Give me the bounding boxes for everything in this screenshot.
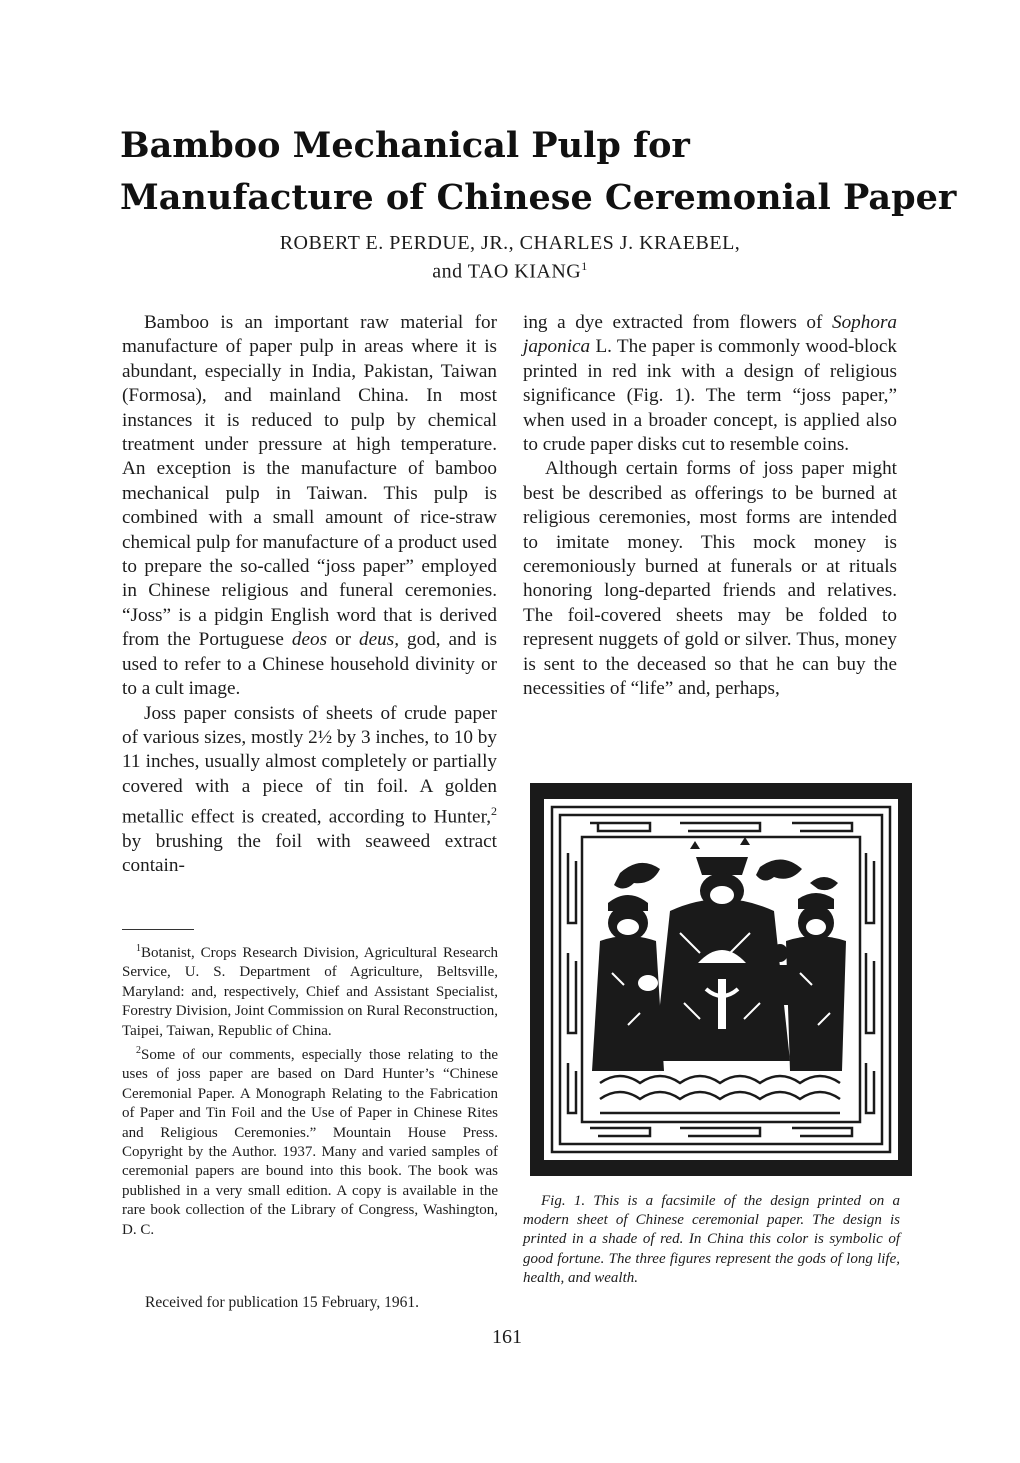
footnotes: [122, 939, 498, 1240]
title-line-2: Manufacture of Chinese Ceremonial Paper: [120, 177, 957, 218]
caption-body: This is a facsimile of the design printed on a modern sheet of Chinese ceremonial paper. The design is printed in a shade of red. In China this color is symbolic of good fortune. The three figures represent the gods of long life, health, and wealth.: [523, 1193, 900, 1286]
italic-deos: deos: [291, 629, 328, 651]
footnote-rule: [122, 929, 194, 930]
author-list: [150, 232, 870, 284]
footnote-2-text: Some of our comments, especially those relating to the uses of joss paper are based on Dard Hunter’s “Chinese Ceremonial Paper. A Monograph Relating to the Fabrication of Paper and Tin Foil and the Use of Paper in Chinese Rites and Religious Ceremonies.” Mountain House Press. Copyright by the Author. 1937. Many and varied samples of ceremonial papers are bound into this book. The book was published in a very small edition. A copy is available in the rare book collection of the Library of Congress, Washington, D. C.: [122, 1047, 498, 1238]
title-line-1: Bamboo Mechanical Pulp for: [120, 125, 690, 166]
paragraph-offerings: Although certain forms of joss paper might best be described as offerings to be burned at religious ceremonies, most forms are intended to imitate money. This mock money is ceremoniously burned at funerals or at rituals honoring long-departed friends and relatives. The foil-covered sheets may be folded to represent nuggets of gold or silver. Thus, money is sent to the deceased so that he can buy the necessities of “life” and, perhaps,: [523, 458, 897, 700]
paragraph-joss-paper: [122, 702, 497, 879]
intro-text: Bamboo is an important raw material for manufacture of paper pulp in areas where it is abundant, especially in India, Pakistan, Taiwan (Formosa), and mainland China. In most instances it is reduced to pulp by chemical treatment under pressure at high temperature. An exception is the manufacture of bamboo mechanical pulp in Taiwan. This pulp is combined with a small amount of rice-straw chemical pulp for manufacture of a product used to prepare the so-called “joss paper” employed in Chinese religious and funeral ceremonies. “Joss” is a pidgin English word that is derived from the Portuguese: [122, 312, 497, 651]
dye-text: ing a dye extracted from flowers of: [523, 312, 832, 333]
figure-1-woodblock-print: [530, 783, 912, 1176]
footnote-1-mark: 1: [136, 943, 141, 954]
body-column-left: [122, 311, 497, 879]
intro-end: god, and is used to refer to a Chinese household divinity or to a cult image.: [122, 629, 497, 700]
paragraph-dye: [523, 311, 897, 457]
footnote-ref-2: 2: [491, 804, 497, 819]
received-date: Received for publication 15 February, 1961.: [145, 1294, 420, 1311]
caption-text: [523, 1192, 900, 1288]
italic-deus: deus,: [359, 629, 399, 651]
page-number: 161: [492, 1326, 522, 1348]
footnote-1: [122, 939, 498, 1041]
authors-line-2: [150, 255, 870, 284]
woodblock-print-illustration: [530, 783, 912, 1176]
author-footnote-mark: 1: [581, 259, 588, 273]
figure-1-caption: [523, 1192, 900, 1288]
footnote-1-text: Botanist, Crops Research Division, Agricultural Research Service, U. S. Department of Agriculture, Beltsville, Maryland: and, respectively, Chief and Assistant Specialist, Forestry Division, Joint Commission on Rural Reconstruction, Taipei, Taiwan, Republic of China.: [122, 945, 498, 1039]
authors-line-2-text: and TAO KIANG: [432, 260, 582, 283]
article-title: [120, 120, 957, 224]
joss-paper-text: Joss paper consists of sheets of crude paper of various sizes, mostly 2½ by 3 inches, to 10 by 11 inches, usually almost completely or partially covered with a piece of tin foil. A golden metallic effect is created, according to Hunter,: [122, 702, 497, 828]
italic-sophora: Sophora japonica: [523, 312, 897, 358]
body-column-right: [523, 311, 897, 702]
intro-or: or: [327, 629, 360, 651]
dye-end: L. The paper is commonly wood-block printed in red ink with a design of religious significance (Fig. 1). The term “joss paper,” when used in a broader concept, is applied also to crude paper disks cut to resemble coins.: [523, 336, 897, 456]
authors-line-1: ROBERT E. PERDUE, JR., CHARLES J. KRAEBEL,: [279, 232, 741, 254]
footnote-2-mark: 2: [136, 1045, 141, 1057]
footnote-2: [122, 1041, 498, 1240]
joss-paper-end: by brushing the foil with seaweed extract contain-: [122, 830, 497, 877]
caption-label: Fig. 1.: [541, 1193, 586, 1209]
paragraph-intro: [122, 311, 497, 702]
